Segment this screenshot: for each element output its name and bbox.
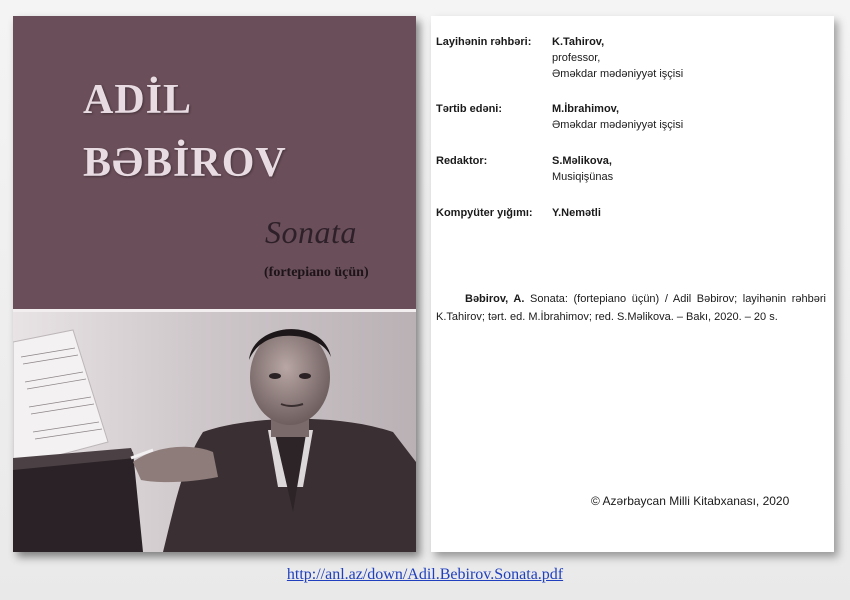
cover-author-first-name: ADİL: [83, 77, 193, 123]
credit-label: Layihənin rəhbəri:: [436, 36, 532, 48]
credit-label: Redaktor:: [436, 155, 488, 167]
cover-title-panel: [13, 16, 416, 309]
cover-title: Sonata: [265, 214, 357, 250]
copyright-notice: © Azərbaycan Milli Kitabxanası, 2020: [591, 494, 790, 508]
credit-name: Y.Nemətli: [552, 207, 601, 219]
composer-photo: [13, 312, 416, 552]
biblio-author: Bəbirov, A.: [465, 293, 525, 305]
credit-name: M.İbrahimov,: [552, 103, 620, 115]
credit-line: professor,: [552, 52, 601, 64]
download-link[interactable]: http://anl.az/down/Adil.Bebirov.Sonata.pdf: [286, 566, 564, 583]
cover-author-last-name: BƏBİROV: [83, 140, 287, 186]
biblio-text: Sonata: (fortepiano üçün) / Adil Bəbirov; layihənin rəhbəri K.Tahirov; tərt. ed. M.İbrahimov; red. S.Məlikova. – Bakı, 2020. – 20 s.: [436, 293, 827, 323]
credit-label: Kompyüter yığımı:: [436, 207, 533, 219]
bibliographic-record: [436, 290, 826, 326]
credit-line: Əməkdar mədəniyyət işçisi: [552, 68, 684, 80]
credit-line: Əməkdar mədəniyyət işçisi: [552, 119, 684, 131]
credit-value: [552, 205, 822, 221]
book-cover: [13, 16, 416, 552]
credit-value: [552, 153, 822, 185]
credit-line: Musiqişünas: [552, 171, 614, 183]
credit-value: [552, 101, 822, 133]
credit-value: [552, 34, 822, 82]
composer-photo-illustration: [13, 312, 416, 552]
cover-subtitle: (fortepiano üçün): [264, 265, 369, 280]
title-verso-page: [431, 16, 834, 552]
credit-name: S.Məlikova,: [552, 155, 612, 167]
credit-label: Tərtib edəni:: [436, 103, 503, 115]
credit-name: K.Tahirov,: [552, 36, 605, 48]
